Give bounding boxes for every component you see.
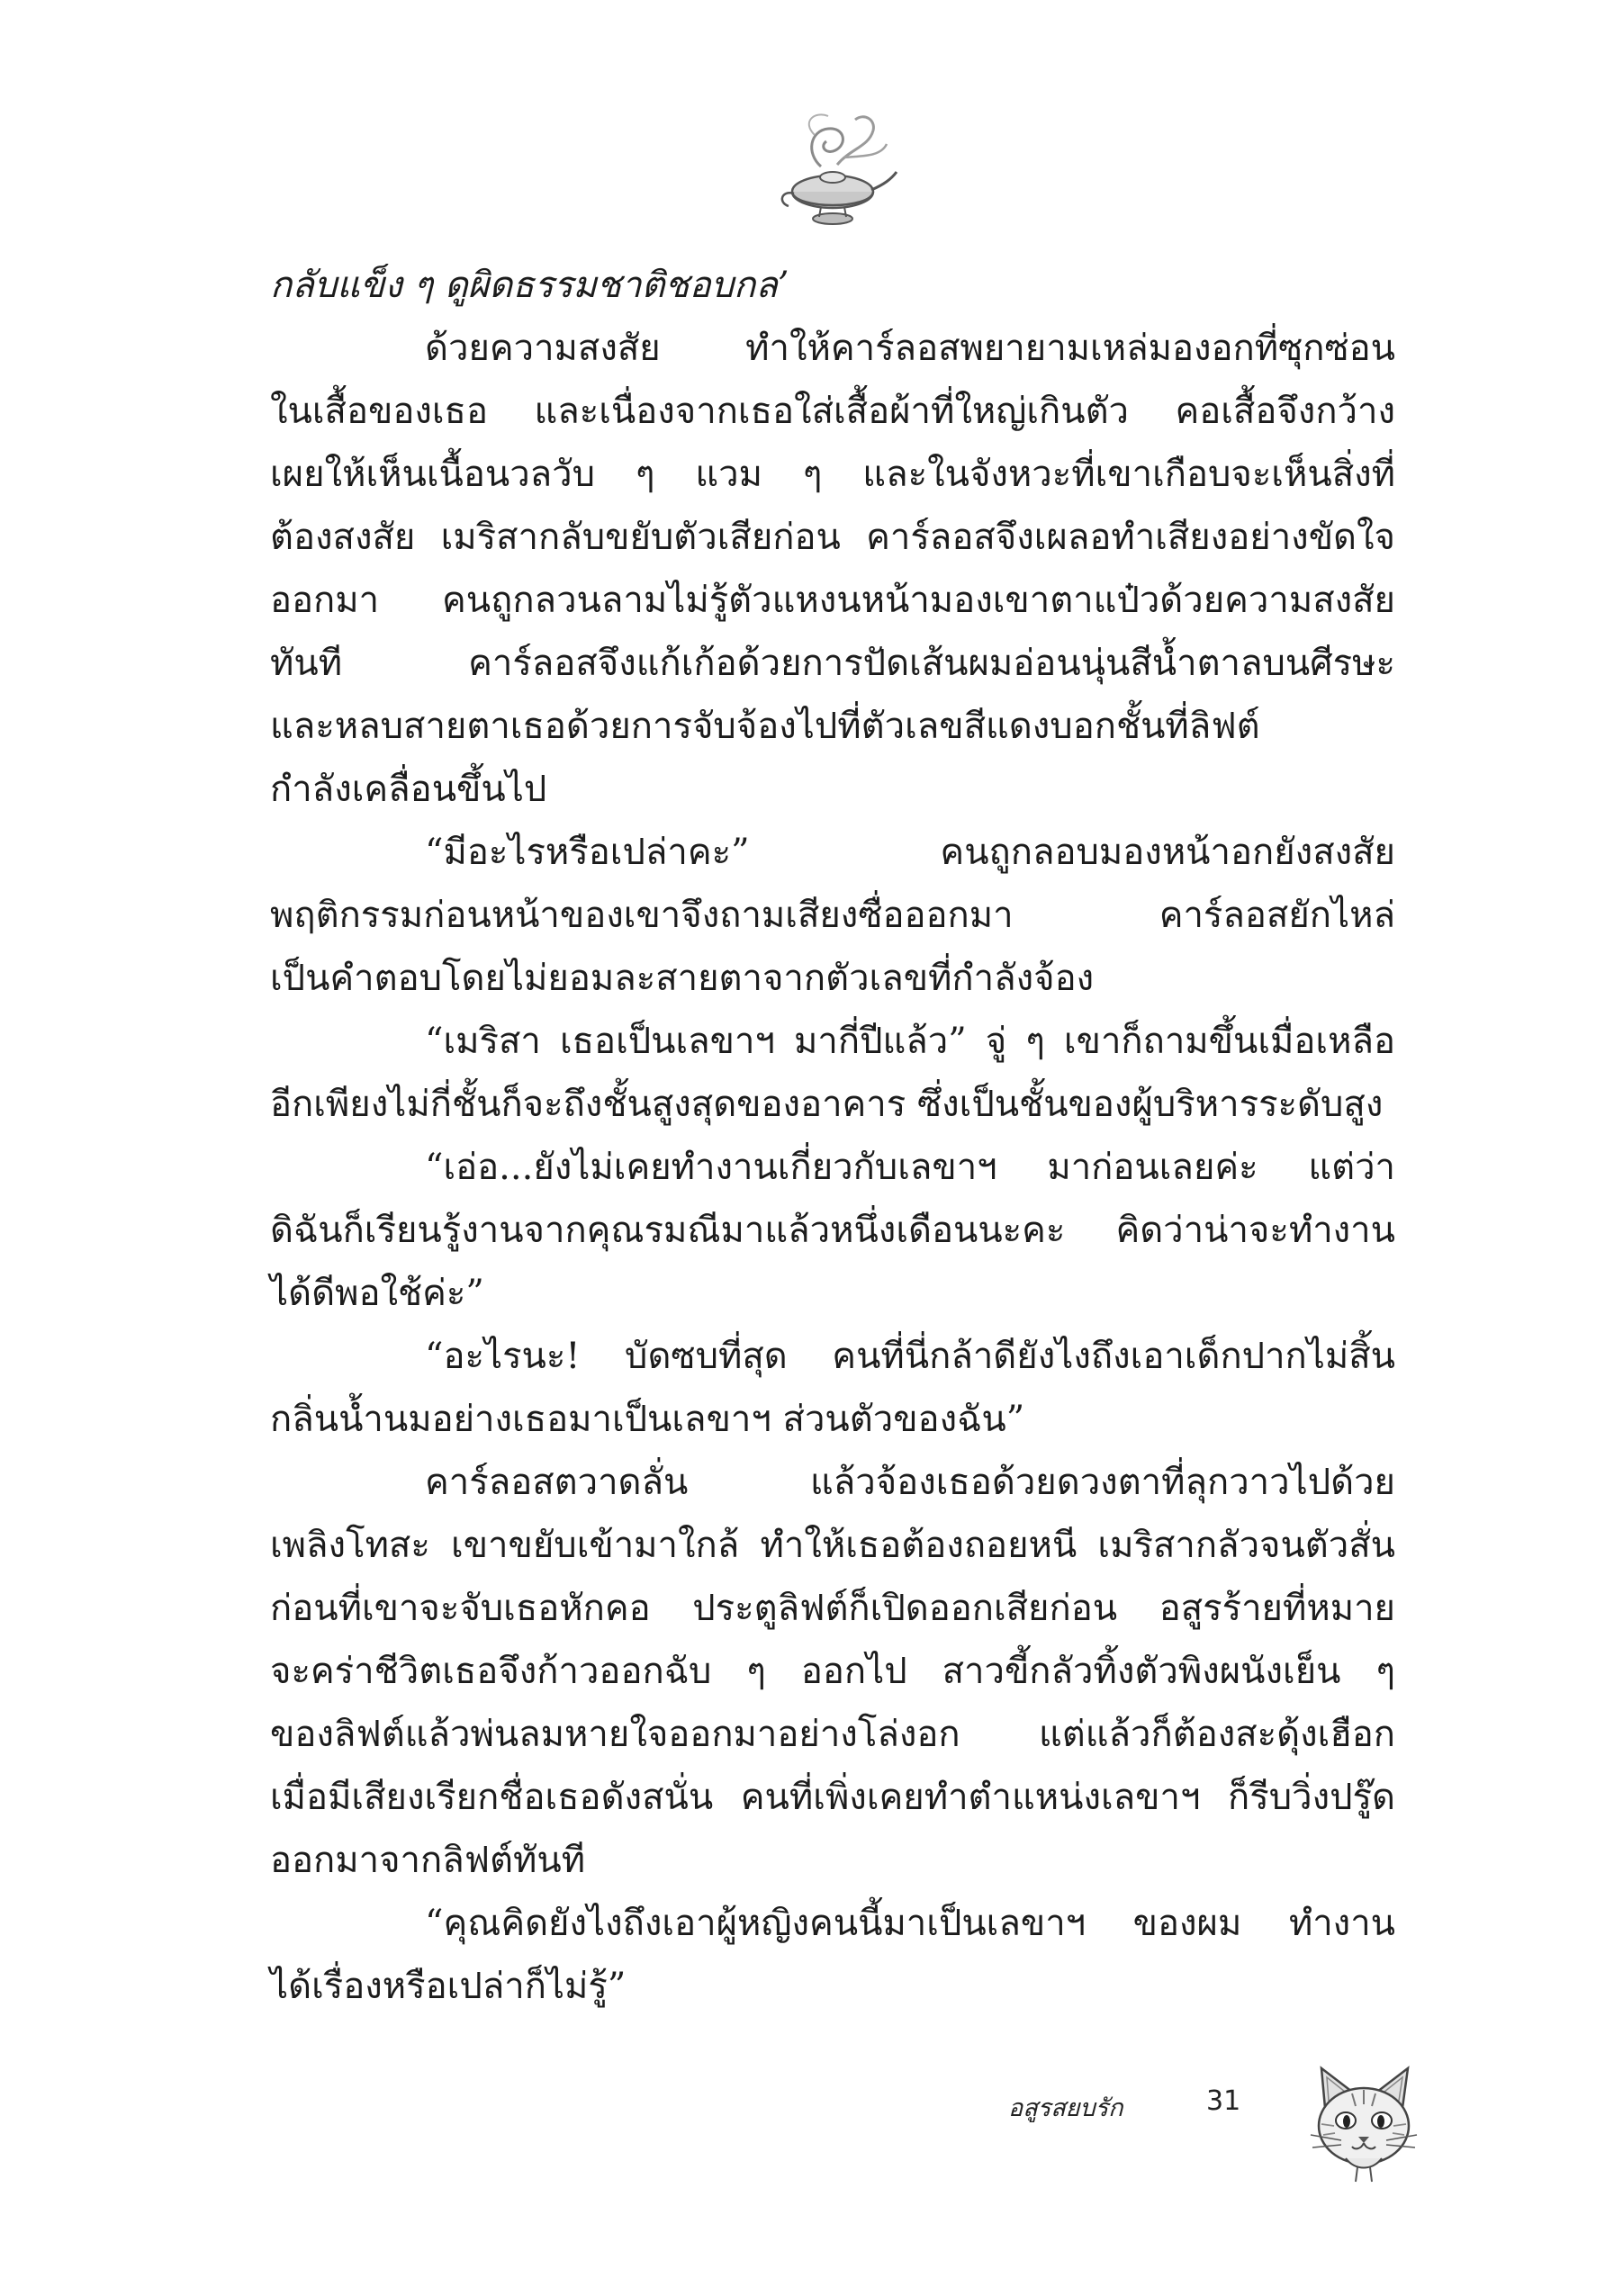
text-line: ในเสื้อของเธอ และเนื่องจากเธอใส่เสื้อผ้าที่ใหญ่เกินตัว คอเสื้อจึงกว้าง — [270, 391, 1395, 432]
text-line: ก่อนที่เขาจะจับเธอหักคอ ประตูลิฟต์ก็เปิดออกเสียก่อน อสูรร้ายที่หมาย — [270, 1588, 1395, 1629]
text-line: อีกเพียงไม่กี่ชั้นก็จะถึงชั้นสูงสุดของอาคาร ซึ่งเป็นชั้นของผู้บริหารระดับสูง — [270, 1084, 1384, 1125]
page-number: 31 — [1206, 2085, 1241, 2117]
text-line: กลิ่นน้ำนมอย่างเธอมาเป็นเลขาฯ ส่วนตัวของฉัน” — [270, 1399, 1025, 1440]
text-line: “มีอะไรหรือเปล่าคะ” คนถูกลอบมองหน้าอกยังสงสัย — [425, 832, 1395, 873]
text-line: “เอ่อ...ยังไม่เคยทำงานเกี่ยวกับเลขาฯ มาก่อนเลยค่ะ แต่ว่า — [425, 1147, 1395, 1188]
text-line: “อะไรนะ! บัดซบที่สุด คนที่นี่กล้าดียังไงถึงเอาเด็กปากไม่สิ้น — [425, 1336, 1395, 1377]
text-line: เป็นคำตอบโดยไม่ยอมละสายตาจากตัวเลขที่กำลังจ้อง — [270, 958, 1095, 999]
text-line: ดิฉันก็เรียนรู้งานจากคุณรมณีมาแล้วหนึ่งเดือนนะคะ คิดว่าน่าจะทำงาน — [270, 1210, 1395, 1251]
text-line: ออกมา คนถูกลวนลามไม่รู้ตัวแหงนหน้ามองเขาตาแป๋วด้วยความสงสัย — [270, 580, 1395, 621]
text-line: ได้ดีพอใช้ค่ะ” — [270, 1273, 484, 1314]
text-line: ของลิฟต์แล้วพ่นลมหายใจออกมาอย่างโล่งอก แต่แล้วก็ต้องสะดุ้งเฮือก — [270, 1714, 1395, 1755]
text-line: “คุณคิดยังไงถึงเอาผู้หญิงคนนี้มาเป็นเลขาฯ ของผม ทำงาน — [425, 1903, 1395, 1944]
text-line: ต้องสงสัย เมริสากลับขยับตัวเสียก่อน คาร์ลอสจึงเผลอทำเสียงอย่างขัดใจ — [270, 517, 1395, 558]
text-line: ได้เรื่องหรือเปล่าก็ไม่รู้” — [270, 1966, 627, 2007]
running-title: อสูรสยบรัก — [1008, 2094, 1123, 2122]
text-line: เผยให้เห็นเนื้อนวลวับ ๆ แวม ๆ และในจังหวะที่เขาเกือบจะเห็นสิ่งที่ — [270, 454, 1395, 495]
story-text — [270, 254, 1395, 2018]
text-line: จะคร่าชีวิตเธอจึงก้าวออกฉับ ๆ ออกไป สาวขี้กลัวทิ้งตัวพิงผนังเย็น ๆ — [270, 1651, 1395, 1692]
text-line: เมื่อมีเสียงเรียกชื่อเธอดังสนั่น คนที่เพิ่งเคยทำตำแหน่งเลขาฯ ก็รีบวิ่งปรู๊ด — [270, 1777, 1395, 1818]
text-line: พฤติกรรมก่อนหน้าของเขาจึงถามเสียงซื่อออกมา คาร์ลอสยักไหล่ — [270, 895, 1395, 936]
text-line: ทันที คาร์ลอสจึงแก้เก้อด้วยการปัดเส้นผมอ่อนนุ่นสีน้ำตาลบนศีรษะ — [270, 643, 1395, 684]
text-line: คาร์ลอสตวาดลั่น แล้วจ้องเธอด้วยดวงตาที่ลุกวาวไปด้วย — [425, 1462, 1395, 1503]
text-line: และหลบสายตาเธอด้วยการจับจ้องไปที่ตัวเลขสีแดงบอกชั้นที่ลิฟต์ — [270, 706, 1260, 747]
text-line: ออกมาจากลิฟต์ทันที — [270, 1840, 586, 1881]
text-line: กลับแข็ง ๆ ดูผิดธรรมชาติชอบกล’ — [270, 265, 789, 306]
cat-face-icon — [1305, 2061, 1422, 2187]
text-line: เพลิงโทสะ เขาขยับเข้ามาใกล้ ทำให้เธอต้องถอยหนี เมริสากลัวจนตัวสั่น — [270, 1525, 1395, 1566]
text-line: ด้วยความสงสัย ทำให้คาร์ลอสพยายามเหล่มองอกที่ซุกซ่อน — [425, 328, 1395, 369]
text-line: กำลังเคลื่อนขึ้นไป — [270, 769, 547, 810]
page-footer — [1008, 2061, 1512, 2151]
text-line: “เมริสา เธอเป็นเลขาฯ มากี่ปีแล้ว” จู่ ๆ เขาก็ถามขึ้นเมื่อเหลือ — [425, 1021, 1395, 1062]
magic-lamp-icon — [765, 104, 900, 239]
